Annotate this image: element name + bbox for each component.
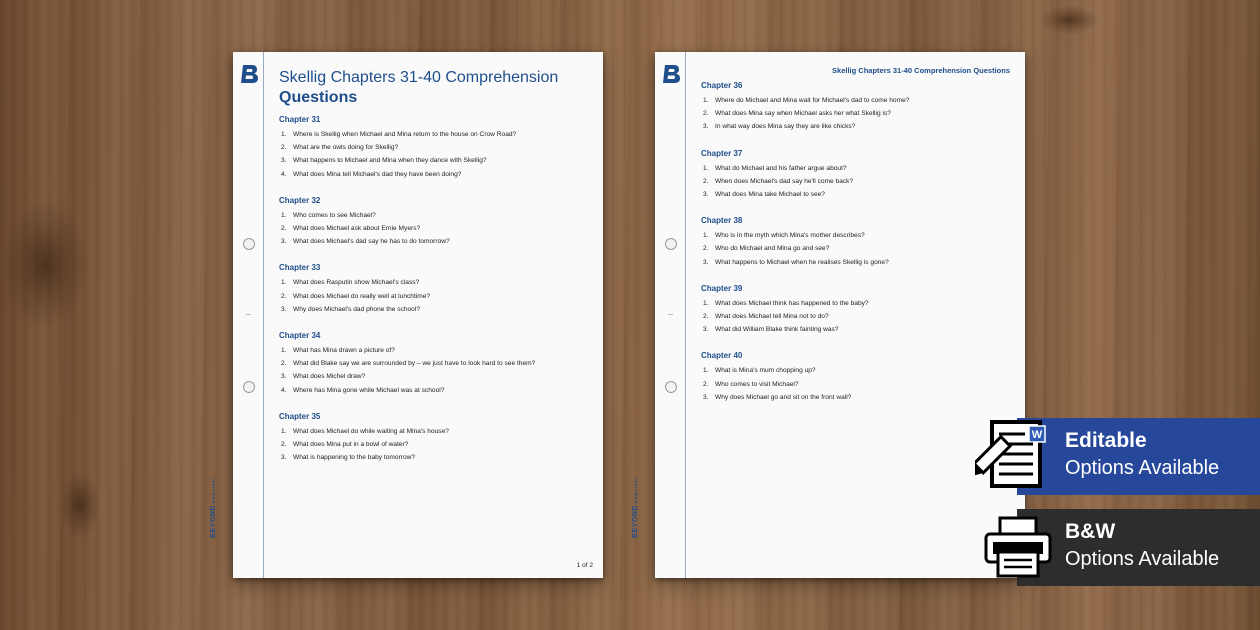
page-number: 1 of 2 xyxy=(576,562,593,569)
chapter-heading: Chapter 39 xyxy=(701,283,743,293)
printer-icon xyxy=(983,516,1053,580)
question-item: 3. What is happening to the baby tomorrow? xyxy=(281,454,416,462)
question-item: 1. Who comes to see Michael? xyxy=(281,211,376,219)
beyond-logo-icon xyxy=(240,63,260,85)
binder-hole xyxy=(665,381,677,393)
question-item: 1. What does Rasputin show Michael's class? xyxy=(281,279,420,287)
chapter-heading: Chapter 34 xyxy=(279,331,321,341)
question-item: 1. Who is in the myth which Mina's mother describes? xyxy=(703,232,865,240)
bw-options-badge xyxy=(1017,509,1260,586)
chapter-section xyxy=(701,149,1015,202)
page-title xyxy=(279,68,589,108)
chapter-section xyxy=(701,216,1015,269)
question-item: 2. Who do Michael and Mina go and see? xyxy=(703,245,830,253)
question-item: 3. Why does Michael's dad phone the school? xyxy=(281,305,420,313)
question-item: 2. What does Mina put in a bowl of water? xyxy=(281,441,409,449)
question-item: 2. What are the owls doing for Skellig? xyxy=(281,144,399,152)
question-item: 3. What happens to Michael when he realises Skellig is gone? xyxy=(703,258,889,266)
question-item: 1. What is Mina's mum chopping up? xyxy=(703,367,816,375)
question-item: 1. Where do Michael and Mina wait for Michael's dad to come home? xyxy=(703,97,910,104)
beyond-english-brand: BEYONDENGLISH xyxy=(632,478,639,538)
svg-text:W: W xyxy=(1031,429,1043,441)
question-list xyxy=(279,115,593,479)
badge-title: Editable xyxy=(1065,429,1147,452)
wood-knot xyxy=(0,200,90,330)
question-item: 3. What does Michael's dad say he has to do tomorrow? xyxy=(281,238,450,246)
question-item: 2. What does Michael do really well at lunchtime? xyxy=(281,292,431,300)
beyond-logo-icon xyxy=(662,63,682,85)
word-document-icon xyxy=(975,418,1053,496)
question-item: 1. What has Mina drawn a picture of? xyxy=(281,347,395,355)
chapter-section xyxy=(279,115,593,181)
question-item: 2. Who comes to visit Michael? xyxy=(703,380,799,388)
question-item: 4. Where has Mina gone while Michael was at school? xyxy=(281,386,445,394)
binder-hole xyxy=(243,381,255,393)
chapter-heading: Chapter 40 xyxy=(701,351,743,361)
fold-mark xyxy=(668,314,673,315)
question-item: 3. What does Michel draw? xyxy=(281,373,366,381)
running-header: Skellig Chapters 31-40 Comprehension Questions xyxy=(832,66,1010,75)
binder-hole xyxy=(243,238,255,250)
question-item: 1. What does Michael think has happened to the baby? xyxy=(703,299,869,307)
chapter-heading: Chapter 32 xyxy=(279,195,321,205)
question-item: 2. What does Michael tell Mina not to do? xyxy=(703,313,829,321)
chapter-heading: Chapter 36 xyxy=(701,81,743,90)
worksheet-page-2 xyxy=(632,52,1025,578)
binder-hole xyxy=(665,238,677,250)
badge-subtitle: Options Available xyxy=(1065,548,1220,570)
margin-line xyxy=(263,52,264,578)
chapter-heading: Chapter 35 xyxy=(279,411,321,421)
question-item: 1. What does Michael do while waiting at Mina's house? xyxy=(281,427,449,435)
chapter-heading: Chapter 33 xyxy=(279,263,321,273)
chapter-section xyxy=(701,81,1015,134)
margin-line xyxy=(685,52,686,578)
chapter-section xyxy=(701,351,1015,404)
chapter-section xyxy=(279,412,593,465)
chapter-section xyxy=(279,263,593,316)
wood-knot xyxy=(1040,5,1100,35)
chapter-heading: Chapter 37 xyxy=(701,148,743,158)
chapter-section xyxy=(279,196,593,249)
question-item: 4. What does Mina tell Michael's dad they have been doing? xyxy=(281,170,462,178)
chapter-section xyxy=(279,331,593,397)
question-item: 1. Where is Skellig when Michael and Mina return to the house on Crow Road? xyxy=(281,131,517,138)
chapter-heading: Chapter 31 xyxy=(279,115,321,124)
chapter-heading: Chapter 38 xyxy=(701,216,743,226)
badge-subtitle: Options Available xyxy=(1065,457,1220,479)
chapter-section xyxy=(701,284,1015,337)
editable-options-badge xyxy=(1017,418,1260,495)
fold-mark xyxy=(246,314,251,315)
question-item: 3. Why does Michael go and sit on the front wall? xyxy=(703,393,852,401)
question-item: 2. What did Blake say we are surrounded by – we just have to look hard to see them? xyxy=(281,360,536,368)
question-item: 2. When does Michael's dad say he'll come back? xyxy=(703,177,854,185)
question-list xyxy=(701,81,1015,419)
question-item: 3. What happens to Michael and Mina when they dance with Skellig? xyxy=(281,157,487,165)
question-item: 2. What does Michael ask about Ernie Myers? xyxy=(281,225,421,233)
question-item: 1. What do Michael and his father argue about? xyxy=(703,164,847,172)
question-item: 3. What did William Blake think fainting was? xyxy=(703,326,839,334)
question-item: 3. In what way does Mina say they are like chicks? xyxy=(703,123,856,131)
wood-knot xyxy=(60,470,100,540)
question-item: 2. What does Mina say when Michael asks her what Skellig is? xyxy=(703,110,891,118)
worksheet-page-1 xyxy=(210,52,603,578)
badge-title: B&W xyxy=(1065,520,1116,543)
beyond-english-brand: BEYONDENGLISH xyxy=(210,478,217,538)
title-line-1: Skellig Chapters 31-40 Comprehension xyxy=(279,69,559,86)
title-line-2: Questions xyxy=(279,89,358,106)
question-item: 3. What does Mina take Michael to see? xyxy=(703,191,825,199)
